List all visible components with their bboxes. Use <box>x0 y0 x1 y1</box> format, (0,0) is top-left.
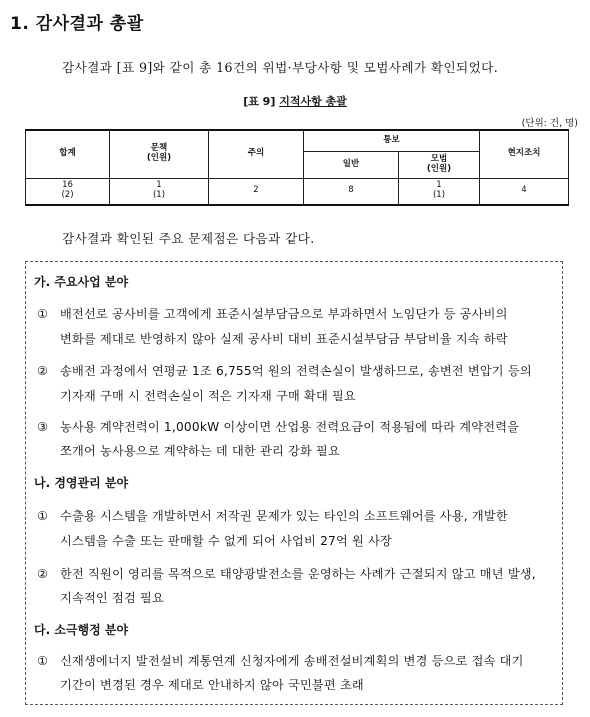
header-total: 합계 <box>26 130 110 178</box>
table-row <box>26 178 569 205</box>
list-item <box>37 652 524 669</box>
item-text-line2: 쪼개어 농사용으로 계약하는 데 대한 관리 강화 필요 <box>60 444 340 458</box>
item-number: ① <box>37 307 49 321</box>
item-text-line1: 수출용 시스템을 개발하면서 저작권 문제가 있는 타인의 소프트웨어를 사용, 개발한 <box>60 509 508 523</box>
item-number: ① <box>37 509 49 523</box>
summary-table <box>25 129 569 206</box>
item-number: ① <box>37 654 49 668</box>
item-text-line1: 배전선로 공사비를 고객에게 표준시설부담금으로 부과하면서 노임단가 등 공사비의 <box>60 307 508 321</box>
header-notice-general: 일반 <box>304 151 399 178</box>
cell-total: 16 (2) <box>26 178 110 205</box>
findings-box <box>25 261 563 705</box>
item-text-line1: 농사용 계약전력이 1,000kW 이상이면 산업용 전력요금이 적용됨에 따라 계약전력을 <box>60 420 520 434</box>
list-item <box>37 418 519 435</box>
list-item <box>37 305 508 322</box>
item-number: ③ <box>37 420 49 434</box>
section-title-major-projects: 가. 주요사업 분야 <box>34 275 129 289</box>
list-item <box>37 565 536 582</box>
item-text-line2: 기간이 변경된 경우 제대로 안내하지 않아 국민불편 초래 <box>60 678 364 692</box>
cell-caution: 2 <box>209 178 304 205</box>
header-notice-exemplary: 모범 (인원) <box>399 151 480 178</box>
section-title-passive-administration: 다. 소극행정 분야 <box>34 623 129 637</box>
list-item <box>37 507 508 524</box>
item-text-line1: 한전 직원이 영리를 목적으로 태양광발전소를 운영하는 사례가 근절되지 않고 매년 발생, <box>60 567 536 581</box>
list-item <box>37 362 532 379</box>
item-text-line1: 신재생에너지 발전설비 계통연계 신청자에게 송배전설비계획의 변경 등으로 접속 대기 <box>60 654 524 668</box>
table-caption-title: 지적사항 총괄 <box>279 95 347 108</box>
item-text-line2: 기자재 구매 시 전력손실이 적은 기자재 구매 확대 필요 <box>60 389 357 403</box>
findings-intro: 감사결과 확인된 주요 문제점은 다음과 같다. <box>62 231 315 246</box>
item-text-line2: 변화를 제대로 반영하지 않아 실제 공사비 대비 표준시설부담금 부담비율 지속 하락 <box>60 332 508 346</box>
cell-notice-general: 8 <box>304 178 399 205</box>
item-text-line1: 송배전 과정에서 연평균 1조 6,755억 원의 전력손실이 발생하므로, 송변전 변압기 등의 <box>60 364 532 378</box>
item-text-line2: 시스템을 수출 또는 판매할 수 없게 되어 사업비 27억 원 사장 <box>60 534 393 548</box>
table-caption-label: [표 9] <box>243 95 276 108</box>
section-heading: 1. 감사결과 총괄 <box>10 14 144 34</box>
intro-paragraph: 감사결과 [표 9]와 같이 총 16건의 위법·부당사항 및 모범사례가 확인되었다. <box>62 60 499 75</box>
header-onsite: 현지조치 <box>480 130 569 178</box>
cell-discipline: 1 (1) <box>110 178 209 205</box>
item-number: ② <box>37 364 49 378</box>
cell-onsite: 4 <box>480 178 569 205</box>
section-title-management: 나. 경영관리 분야 <box>34 476 129 490</box>
header-discipline: 문책 (인원) <box>110 130 209 178</box>
header-notice: 통보 <box>304 130 480 151</box>
table-caption <box>0 93 590 109</box>
table-unit-note: (단위: 건, 명) <box>521 118 578 129</box>
cell-notice-exemplary: 1 (1) <box>399 178 480 205</box>
header-caution: 주의 <box>209 130 304 178</box>
item-number: ② <box>37 567 49 581</box>
item-text-line2: 지속적인 점검 필요 <box>60 591 164 605</box>
